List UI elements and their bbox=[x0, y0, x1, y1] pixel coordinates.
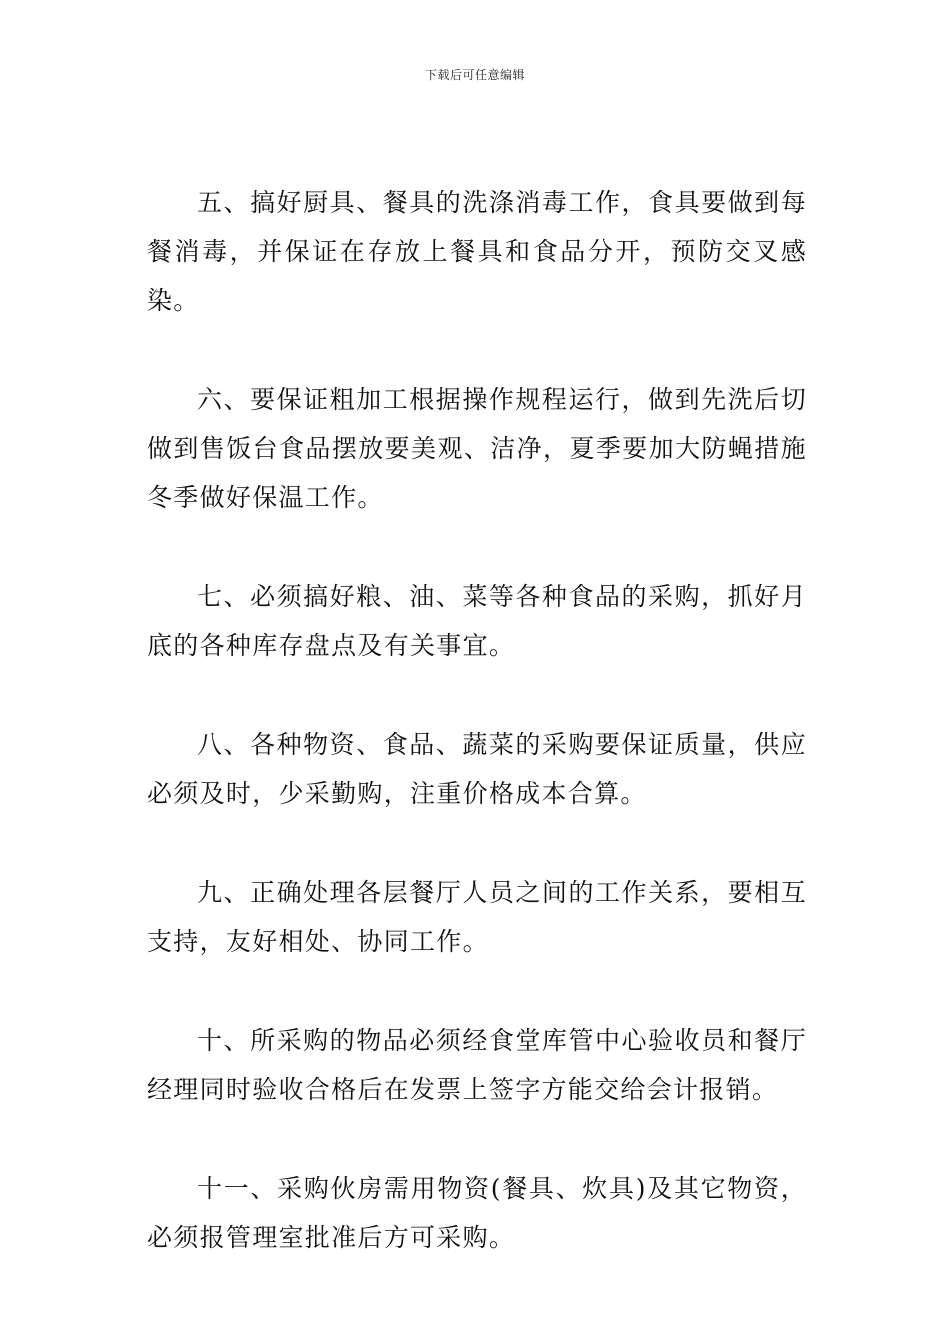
paragraph-line: 必须报管理室批准后方可采购。 bbox=[147, 1223, 516, 1252]
paragraph-line: 冬季做好保温工作。 bbox=[147, 483, 384, 512]
paragraph-line: 做到售饭台食品摆放要美观、洁净，夏季要加大防蝇措施 bbox=[147, 434, 807, 463]
paragraph-9 bbox=[147, 868, 807, 966]
paragraph-line: 必须及时，少采勤购，注重价格成本合算。 bbox=[147, 779, 647, 808]
paragraph-line: 五、搞好厨具、餐具的洗涤消毒工作，食具要做到每 bbox=[197, 188, 807, 217]
paragraph-6 bbox=[147, 375, 807, 522]
paragraph-line: 十一、采购伙房需用物资(餐具、炊具)及其它物资， bbox=[197, 1174, 807, 1203]
paragraph-line: 八、各种物资、食品、蔬菜的采购要保证质量，供应 bbox=[197, 730, 807, 759]
page-header: 下载后可任意编辑 bbox=[424, 68, 525, 82]
paragraph-8 bbox=[147, 720, 807, 818]
paragraph-line: 底的各种库存盘点及有关事宜。 bbox=[147, 631, 516, 660]
paragraph-10 bbox=[147, 1016, 807, 1114]
paragraph-line: 支持，友好相处、协同工作。 bbox=[147, 927, 489, 956]
paragraph-line: 餐消毒，并保证在存放上餐具和食品分开，预防交叉感染。 bbox=[147, 237, 807, 315]
paragraph-line: 十、所采购的物品必须经食堂库管中心验收员和餐厅 bbox=[197, 1026, 807, 1055]
paragraph-line: 六、要保证粗加工根据操作规程运行，做到先洗后切 bbox=[197, 385, 807, 414]
paragraph-11 bbox=[147, 1164, 807, 1262]
paragraph-7 bbox=[147, 572, 807, 670]
paragraph-5 bbox=[147, 178, 807, 325]
paragraph-line: 九、正确处理各层餐厅人员之间的工作关系，要相互 bbox=[197, 878, 807, 907]
paragraph-line: 七、必须搞好粮、油、菜等各种食品的采购，抓好月 bbox=[197, 582, 807, 611]
document-body bbox=[147, 178, 807, 1262]
paragraph-line: 经理同时验收合格后在发票上签字方能交给会计报销。 bbox=[147, 1075, 779, 1104]
